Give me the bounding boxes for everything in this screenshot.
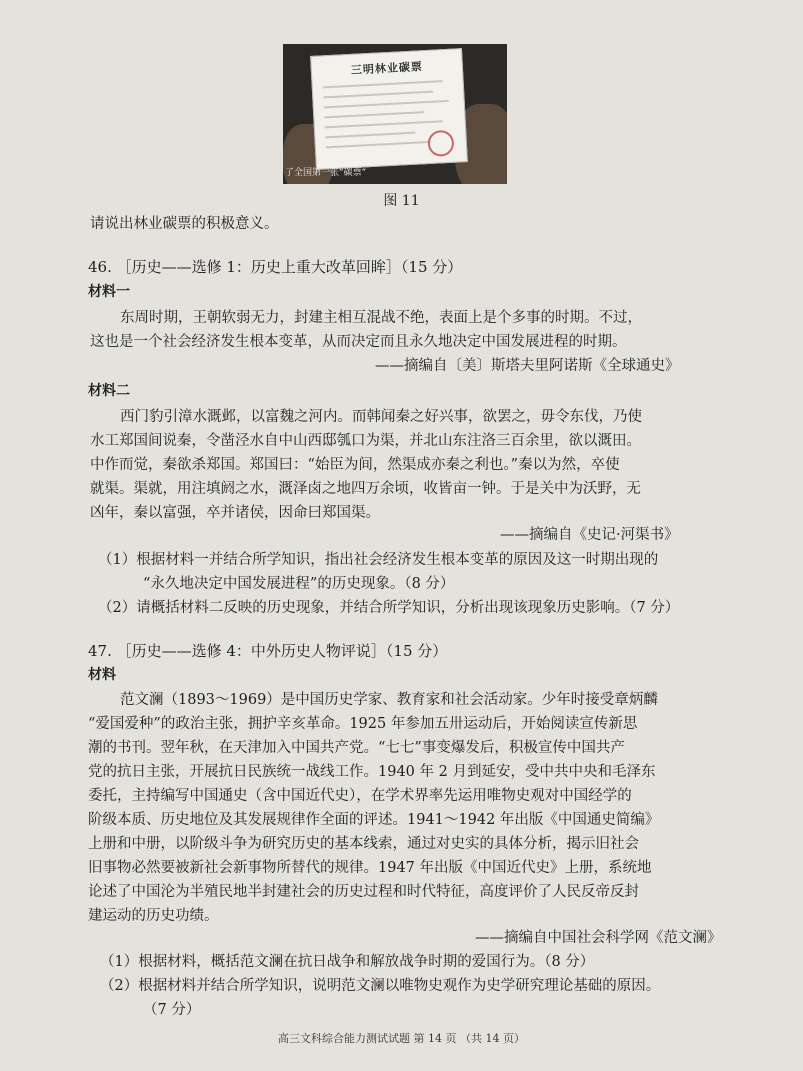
q47-question: （7 分） — [143, 1002, 201, 1018]
ticket-text-line — [324, 100, 449, 109]
q47-material-label: 材料 — [88, 667, 116, 683]
q47-material-line: “爱国爱种”的政治主张，拥护辛亥革命。1925 年参加五卅运动后，开始阅读宣传新思 — [88, 716, 638, 732]
q47-material-line: 范文澜（1893～1969）是中国历史学家、教育家和社会活动家。少年时接受章炳麟 — [120, 692, 658, 708]
q47-heading: 47. ［历史——选修 4：中外历史人物评说］（15 分） — [88, 642, 448, 660]
q46-material2-line: 凶年，秦以富强，卒并诸侯，因命曰郑国渠。 — [90, 505, 380, 521]
q46-material1-line: 这也是一个社会经济发生根本变革，从而决定而且永久地决定中国发展进程的时期。 — [90, 334, 627, 350]
red-seal-stamp — [427, 130, 454, 157]
q47-material-line: 旧事物必然要被新社会新事物所替代的规律。1947 年出版《中国近代史》上册，系统地 — [88, 860, 652, 876]
ticket-text-line — [323, 80, 443, 88]
q46-material2-line: 中作而觉，秦欲杀郑国。郑国曰：“始臣为间，然渠成亦秦之利也。”秦以为然，卒使 — [90, 457, 620, 473]
q47-question: （1）根据材料，概括范文澜在抗日战争和解放战争时期的爱国行为。（8 分） — [100, 954, 595, 970]
carbon-ticket — [310, 48, 468, 170]
q46-material1-label: 材料一 — [88, 284, 130, 300]
q46-question: （1）根据材料一并结合所学知识，指出社会经济发生根本变革的原因及这一时期出现的 — [98, 552, 659, 568]
q47-material-line: 党的抗日主张，开展抗日民族统一战线工作。1940 年 2 月到延安，受中共中央和毛泽东 — [88, 764, 656, 780]
q46-material2-line: 西门豹引漳水溉邺，以富魏之河内。而韩闻秦之好兴事，欲罢之，毋令东伐，乃使 — [120, 409, 642, 425]
q46-material2-source: ——摘编自《史记·河渠书》 — [500, 527, 679, 543]
q46-question: （2）请概括材料二反映的历史现象，并结合所学知识，分析出现该现象历史影响。（7 分） — [98, 600, 680, 616]
figure-label: 图 11 — [383, 193, 420, 209]
ticket-text-line — [325, 132, 415, 139]
q46-material2-line: 就渠。渠就，用注填阏之水，溉泽卤之地四万余顷，收皆亩一钟。于是关中为沃野，无 — [90, 481, 641, 497]
q46-question: “永久地决定中国发展进程”的历史现象。（8 分） — [143, 576, 455, 592]
q47-material-line: 潮的书刊。翌年秋，在天津加入中国共产党。“七七”事变爆发后，积极宣传中国共产 — [88, 740, 625, 756]
q47-material-source: ——摘编自中国社会科学网《范文澜》 — [475, 930, 722, 946]
q47-material-line: 委托，主持编写中国通史（含中国近代史），在学术界率先运用唯物史观对中国经学的 — [88, 788, 632, 804]
q46-heading: 46. ［历史——选修 1：历史上重大改革回眸］（15 分） — [88, 258, 463, 276]
q46-material2-line: 水工郑国间说秦，令凿泾水自中山西邸瓠口为渠，并北山东注洛三百余里，欲以溉田。 — [90, 433, 641, 449]
ticket-text-line — [324, 111, 424, 118]
q46-material2-label: 材料二 — [88, 383, 130, 399]
ticket-text-line — [323, 91, 433, 99]
q47-material-line: 阶级本质、历史地位及其发展规律作全面的评述。1941～1942 年出版《中国通史简编》 — [88, 812, 660, 828]
q45-prompt: 请说出林业碳票的积极意义。 — [90, 216, 279, 232]
q47-material-line: 论述了中国沦为半殖民地半封建社会的历史过程和时代特征，高度评价了人民反帝反封 — [88, 884, 639, 900]
ticket-text-line — [326, 141, 431, 148]
photo-overlay-caption: 了全国第一张“碳票” — [285, 168, 367, 178]
q47-question: （2）根据材料并结合所学知识，说明范文澜以唯物史观作为史学研究理论基础的原因。 — [100, 978, 661, 994]
q46-material1-source: ——摘编自〔美〕斯塔夫里阿诺斯《全球通史》 — [375, 358, 680, 374]
ticket-text-line — [325, 120, 443, 128]
page-footer: 高三文科综合能力测试试题 第 14 页 （共 14 页） — [278, 1032, 525, 1045]
carbon-ticket-photo — [283, 44, 507, 184]
q46-material1-line: 东周时期，王朝软弱无力，封建主相互混战不绝，表面上是个多事的时期。不过， — [120, 310, 642, 326]
q47-material-line: 建运动的历史功绩。 — [88, 908, 219, 924]
q47-material-line: 上册和中册，以阶级斗争为研究历史的基本线索，通过对史实的具体分析，揭示旧社会 — [88, 836, 639, 852]
ticket-title: 三明林业碳票 — [350, 60, 424, 77]
